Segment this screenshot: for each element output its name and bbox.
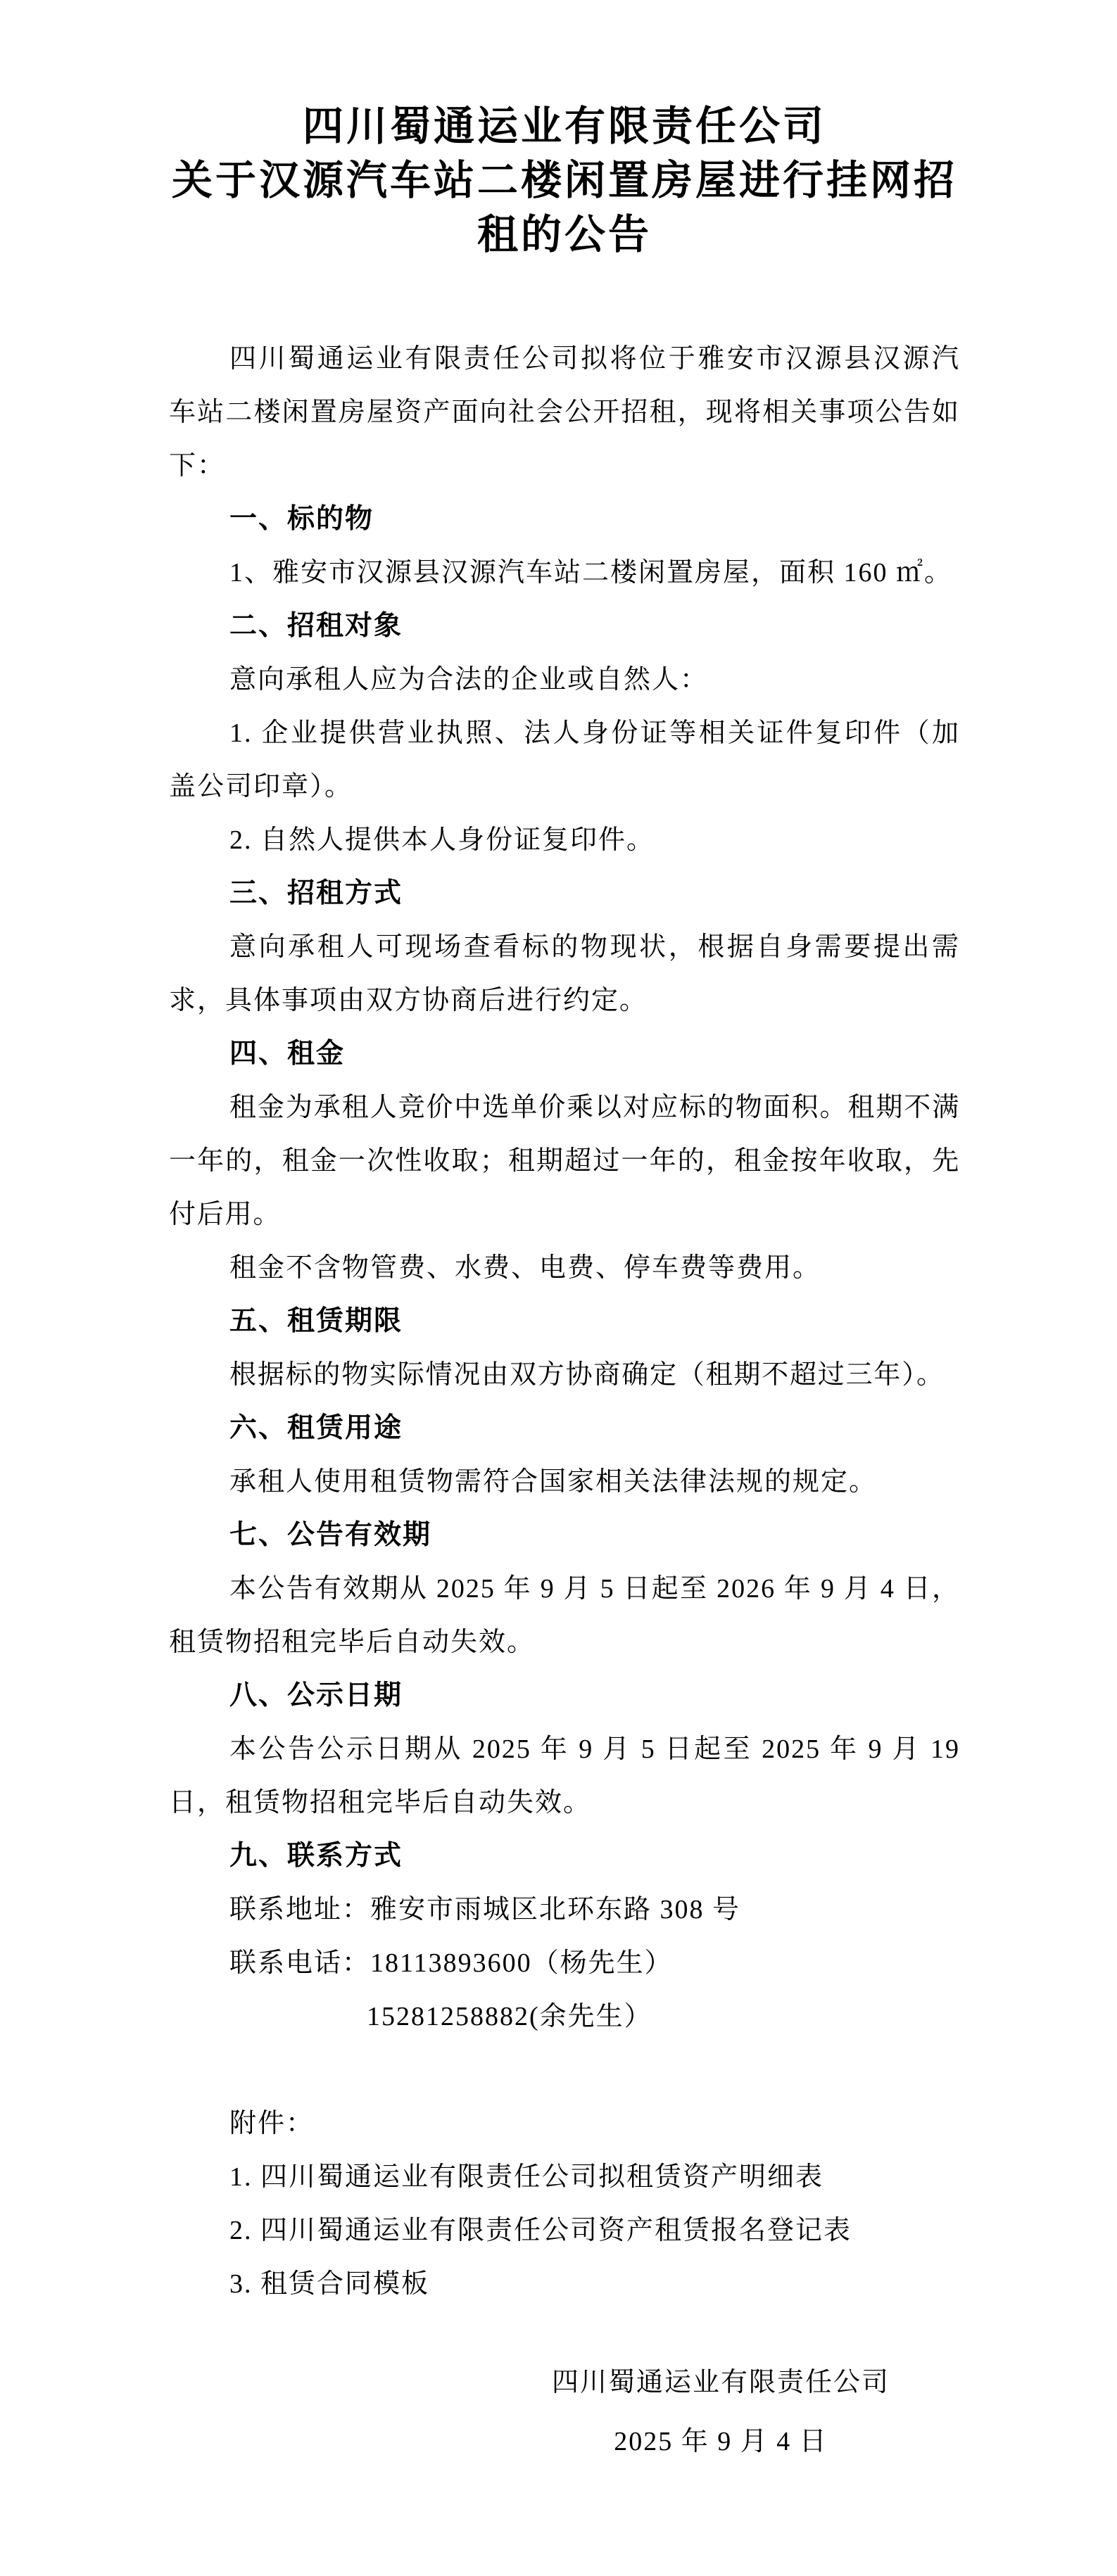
section-paragraph: 承租人使用租赁物需符合国家相关法律法规的规定。 xyxy=(229,1467,878,1497)
title-company-line: 四川蜀通运业有限责任公司 xyxy=(302,103,826,149)
contact-phone-line-1: 联系电话：18113893600（杨先生） xyxy=(229,1948,673,1978)
contact-address-line: 联系地址：雅安市雨城区北环东路 308 号 xyxy=(229,1895,741,1924)
attachment-item-1: 1. 四川蜀通运业有限责任公司拟租赁资产明细表 xyxy=(229,2162,824,2192)
signature-block xyxy=(481,2356,960,2468)
signature-date: 2025 年 9 月 4 日 xyxy=(614,2427,828,2456)
section-paragraph: 本公告公示日期从 2025 年 9 月 5 日起至 2025 年 9 月 19 日，租赁物招租完毕后自动失效。 xyxy=(169,1734,960,1817)
section-paragraph: 租金不含物管费、水费、电费、停车费等费用。 xyxy=(229,1253,821,1283)
section-heading-lease-usage: 六、租赁用途 xyxy=(229,1413,403,1443)
section-heading-rent: 四、租金 xyxy=(229,1039,346,1069)
section-heading-lease-term: 五、租赁期限 xyxy=(229,1306,403,1336)
section-paragraph: 2. 自然人提供本人身份证复印件。 xyxy=(229,825,655,855)
section-heading-contact: 九、联系方式 xyxy=(229,1841,403,1871)
section-paragraph: 租金为承租人竞价中选单价乘以对应标的物面积。租期不满一年的，租金一次性收取；租期超过一年的，租金按年收取，先付后用。 xyxy=(169,1093,960,1229)
section-paragraph: 1. 企业提供营业执照、法人身份证等相关证件复印件（加盖公司印章）。 xyxy=(169,718,960,801)
contact-phone-line-2: 15281258882(余先生） xyxy=(367,2002,652,2031)
intro-paragraph: 四川蜀通运业有限责任公司拟将位于雅安市汉源县汉源汽车站二楼闲置房屋资产面向社会公开招租，现将相关事项公告如下： xyxy=(169,344,960,481)
section-heading-validity-period: 七、公告有效期 xyxy=(229,1520,432,1550)
attachments-label: 附件： xyxy=(229,2109,315,2138)
section-heading-lessee-eligibility: 二、招租对象 xyxy=(229,611,403,641)
section-paragraph: 1、雅安市汉源县汉源汽车站二楼闲置房屋，面积 160 ㎡。 xyxy=(229,558,953,588)
section-paragraph: 意向承租人应为合法的企业或自然人： xyxy=(229,665,709,694)
section-paragraph: 根据标的物实际情况由双方协商确定（租期不超过三年）。 xyxy=(229,1360,945,1390)
section-paragraph: 意向承租人可现场查看标的物现状，根据自身需要提出需求，具体事项由双方协商后进行约定。 xyxy=(169,932,960,1015)
page-title xyxy=(169,99,960,262)
attachment-item-2: 2. 四川蜀通运业有限责任公司资产租赁报名登记表 xyxy=(229,2216,852,2245)
title-subject-line: 关于汉源汽车站二楼闲置房屋进行挂网招租的公告 xyxy=(171,158,957,258)
attachments-block xyxy=(169,2097,960,2311)
section-heading-targets: 一、标的物 xyxy=(229,504,374,534)
section-heading-publicity-period: 八、公示日期 xyxy=(229,1680,403,1711)
section-heading-leasing-method: 三、招租方式 xyxy=(229,878,403,908)
section-paragraph: 本公告有效期从 2025 年 9 月 5 日起至 2026 年 9 月 4 日，租赁物招租完毕后自动失效。 xyxy=(169,1574,960,1657)
signature-company: 四川蜀通运业有限责任公司 xyxy=(551,2368,890,2397)
attachment-item-3: 3. 租赁合同模板 xyxy=(229,2269,430,2299)
